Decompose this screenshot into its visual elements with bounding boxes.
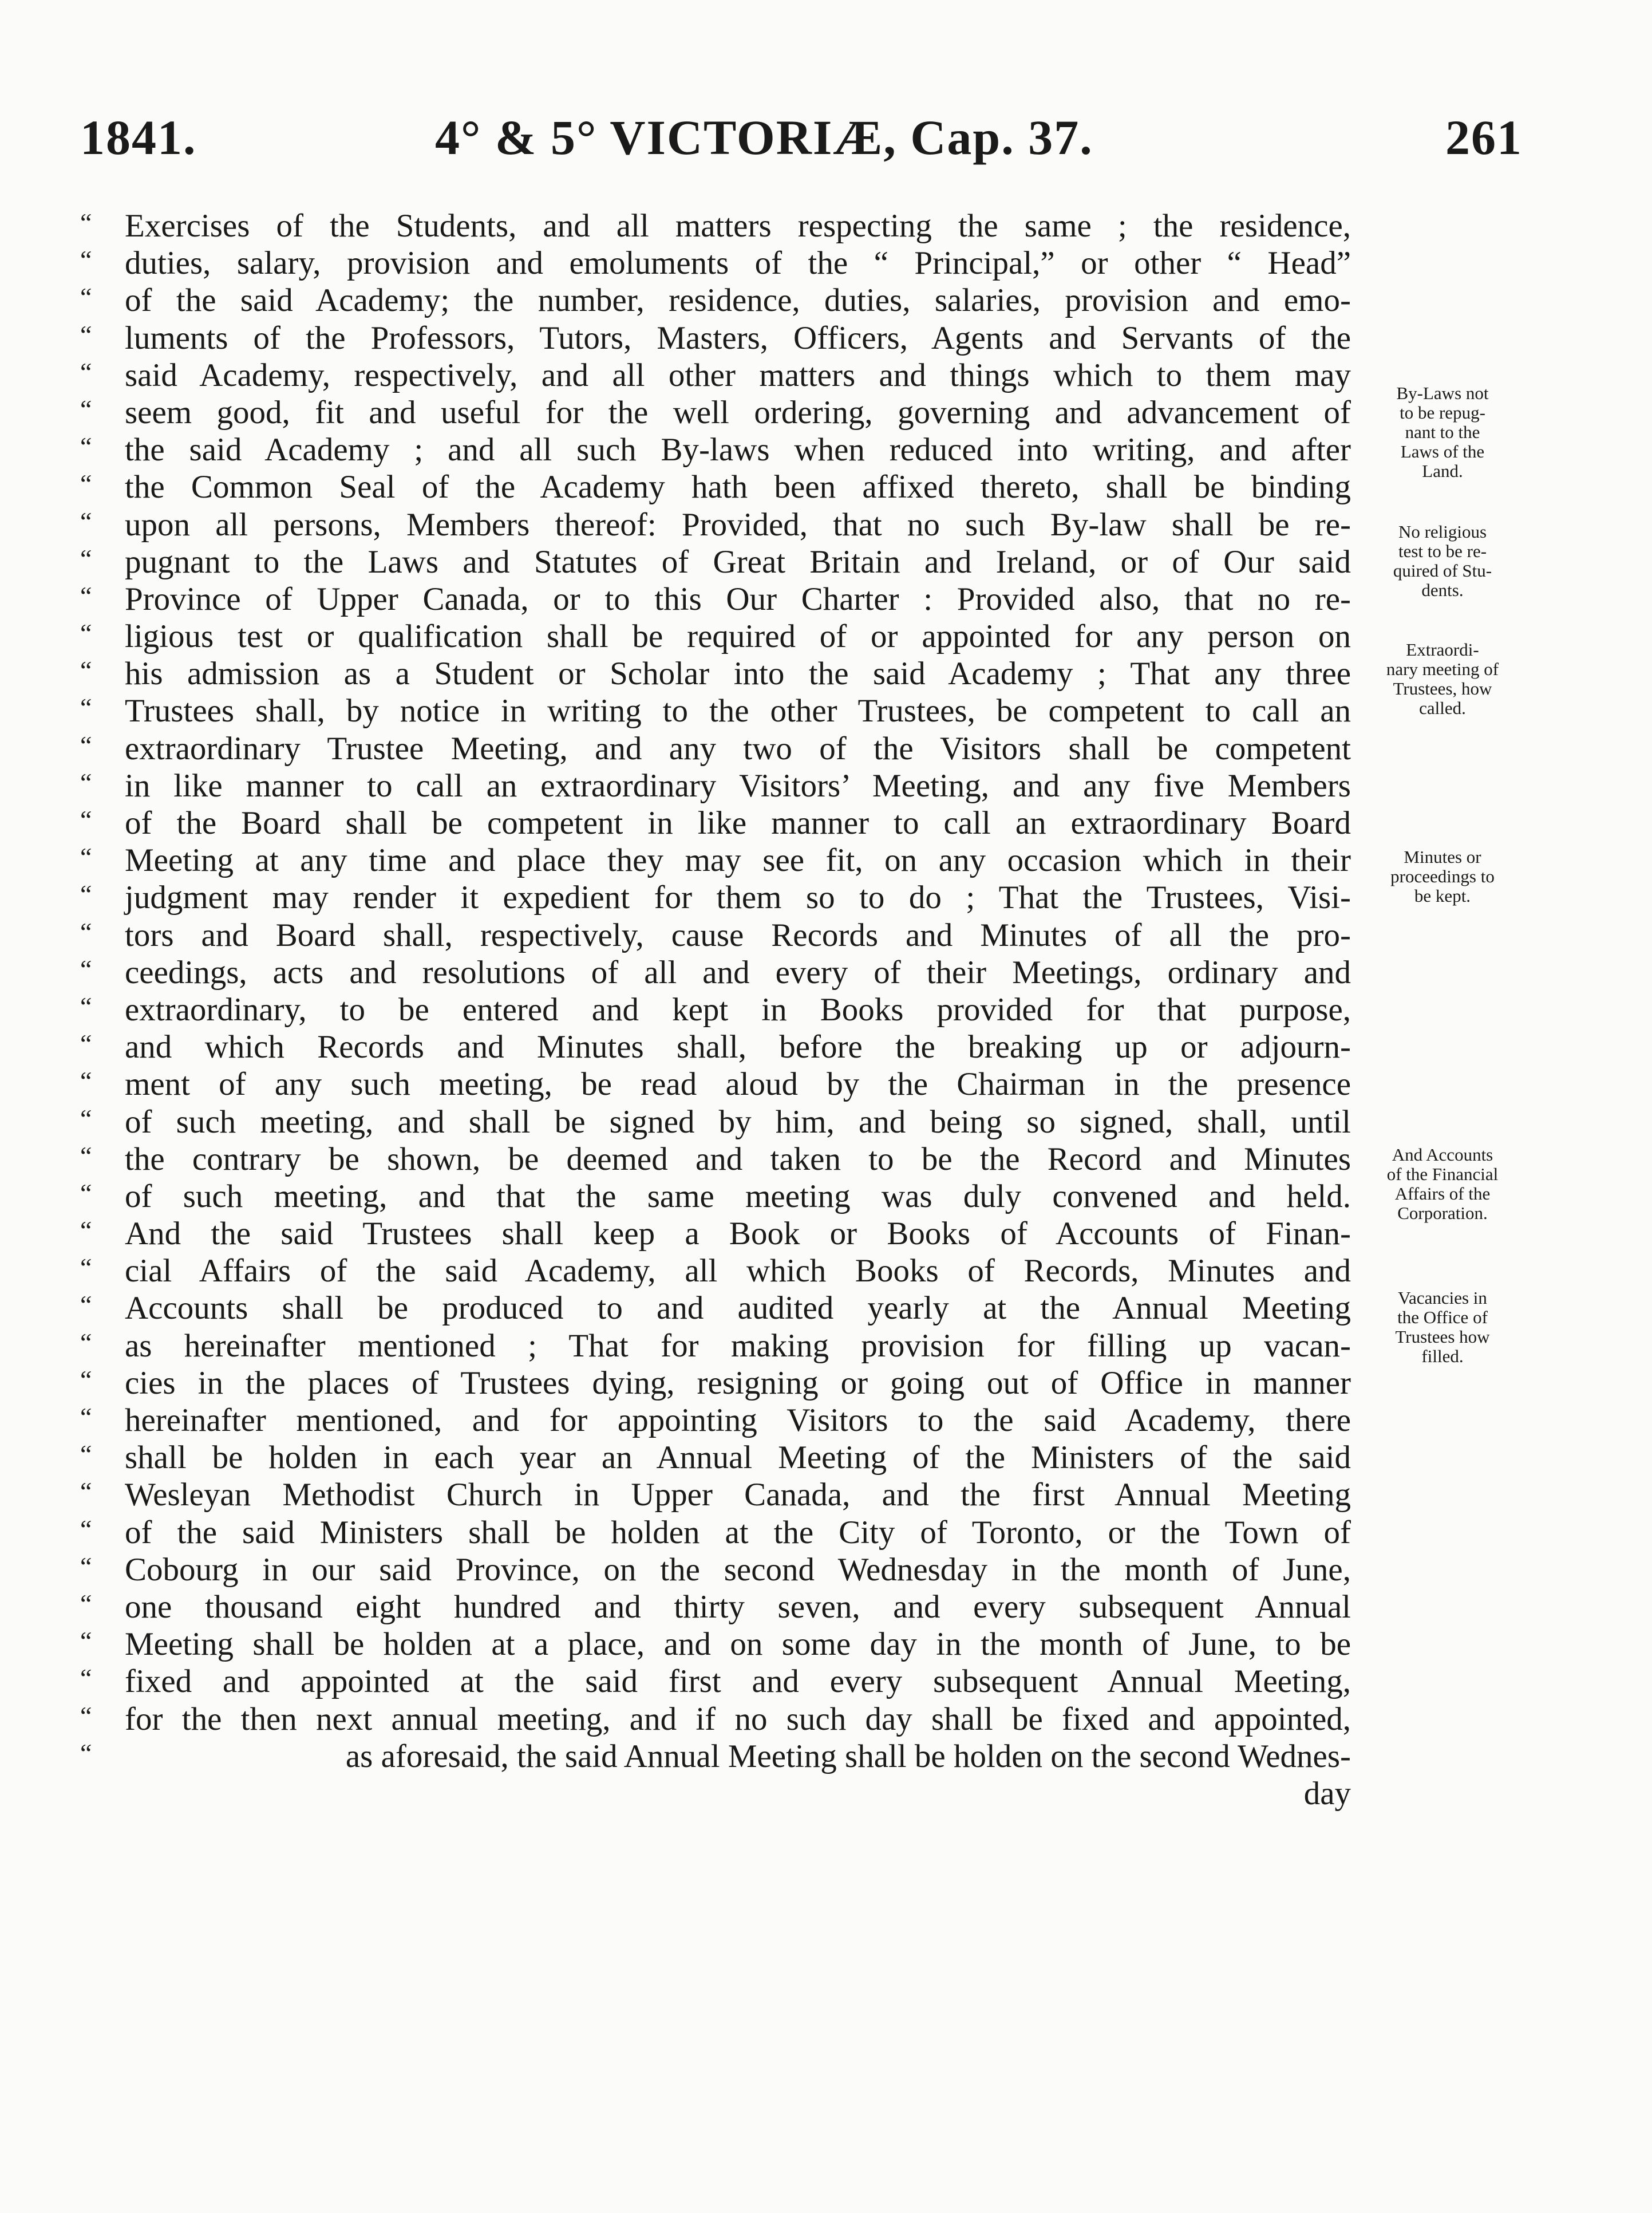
quote-mark: “ (80, 656, 92, 685)
line-text: of the Board shall be competent in like manner to call an extraordinary Board (125, 805, 1351, 841)
text-line (80, 692, 1351, 729)
quote-mark: “ (80, 1141, 92, 1170)
quote-mark: “ (80, 805, 92, 834)
quote-mark: “ (80, 1103, 92, 1133)
margin-note-line: Extraordi- (1406, 640, 1479, 660)
text-line (80, 730, 1351, 767)
line-text: ceedings, acts and resolutions of all and every of their Meetings, ordinary and (125, 954, 1351, 991)
margin-note-line: proceedings to (1390, 866, 1495, 886)
text-line (80, 207, 1351, 244)
text-line (80, 1252, 1351, 1289)
quote-mark: “ (80, 618, 92, 648)
header-title: 4° & 5° VICTORIÆ, Cap. 37. (435, 110, 1093, 165)
text-line (80, 804, 1351, 842)
text-line (80, 543, 1351, 581)
margin-note-line: Minutes or (1404, 847, 1481, 867)
text-line (80, 917, 1351, 954)
line-text: cial Affairs of the said Academy, all which Books of Records, Minutes and (125, 1253, 1351, 1289)
quote-mark: “ (80, 1626, 92, 1656)
quote-mark: “ (80, 543, 92, 573)
quote-mark: “ (80, 319, 92, 349)
text-line (80, 1626, 1351, 1663)
line-text: luments of the Professors, Tutors, Masters, Officers, Agents and Servants of the (125, 319, 1351, 356)
quote-mark: “ (80, 1402, 92, 1431)
quote-mark: “ (80, 767, 92, 797)
text-line (80, 394, 1351, 431)
margin-note-line: test to be re- (1398, 541, 1487, 561)
margin-note-vacancies (1362, 1288, 1523, 1366)
quote-mark: “ (80, 842, 92, 872)
text-line (80, 1439, 1351, 1476)
text-line (80, 991, 1351, 1028)
running-header (80, 109, 1523, 172)
margin-note-minutes (1362, 847, 1523, 906)
text-line (80, 506, 1351, 543)
margin-note-bylaws (1362, 384, 1523, 481)
margin-note-line: Corporation. (1397, 1203, 1488, 1223)
margin-note-line: Trustees, how (1393, 679, 1492, 699)
margin-note-line: called. (1419, 698, 1466, 718)
line-text: tors and Board shall, respectively, cause Records and Minutes of all the pro- (125, 917, 1351, 953)
margin-note-line: to be repug- (1400, 403, 1485, 423)
line-text: Cobourg in our said Province, on the second Wednesday in the month of June, (125, 1551, 1351, 1588)
line-text: judgment may render it expedient for them so to do ; That the Trustees, Visi- (125, 879, 1351, 916)
quote-mark: “ (80, 1327, 92, 1357)
quote-mark: “ (80, 1029, 92, 1059)
text-line (80, 618, 1351, 655)
quote-mark: “ (80, 1439, 92, 1469)
body-text (80, 207, 1351, 1775)
margin-note-line: Land. (1422, 461, 1463, 481)
quote-mark: “ (80, 357, 92, 386)
line-text: and which Records and Minutes shall, before the breaking up or adjourn- (125, 1029, 1351, 1066)
quote-mark: “ (80, 208, 92, 237)
line-text: Meeting shall be holden at a place, and on some day in the month of June, to be (125, 1626, 1351, 1663)
quote-mark: “ (80, 730, 92, 760)
quote-mark: “ (80, 1551, 92, 1581)
line-text: ligious test or qualification shall be required of or appointed for any person on (125, 618, 1351, 655)
text-line (80, 655, 1351, 692)
text-line (80, 1327, 1351, 1364)
quote-mark: “ (80, 991, 92, 1021)
quote-mark: “ (80, 245, 92, 275)
line-text: the contrary be shown, be deemed and taken to be the Record and Minutes (125, 1141, 1351, 1177)
quote-mark: “ (80, 1178, 92, 1208)
line-text: in like manner to call an extraordinary Visitors’ Meeting, and any five Members (125, 767, 1351, 804)
text-line (80, 1551, 1351, 1588)
line-text: as hereinafter mentioned ; That for making provision for filling up vacan- (125, 1327, 1351, 1364)
margin-note-line: Vacancies in (1398, 1288, 1487, 1308)
margin-note-line: nant to the (1405, 422, 1480, 442)
text-line (80, 1738, 1351, 1775)
line-text: Province of Upper Canada, or to this Our Charter : Provided also, that no re- (125, 581, 1351, 617)
line-text: of the said Academy; the number, residence, duties, salaries, provision and emo- (125, 282, 1351, 319)
text-line (80, 1289, 1351, 1327)
margin-note-line: And Accounts (1392, 1145, 1493, 1165)
line-text: extraordinary Trustee Meeting, and any two of the Visitors shall be competent (125, 730, 1351, 767)
line-text: of the said Ministers shall be holden at the City of Toronto, or the Town of (125, 1514, 1351, 1551)
quote-mark: “ (80, 1588, 92, 1618)
text-line (80, 1364, 1351, 1402)
text-line (80, 879, 1351, 916)
quote-mark: “ (80, 1216, 92, 1245)
line-text: Wesleyan Methodist Church in Upper Canada, and the first Annual Meeting (125, 1477, 1351, 1513)
margin-note-line: of the Financial (1386, 1164, 1499, 1184)
line-text: shall be holden in each year an Annual Meeting of the Ministers of the said (125, 1439, 1351, 1476)
quote-mark: “ (80, 469, 92, 499)
line-text: Accounts shall be produced to and audited yearly at the Annual Meeting (125, 1290, 1351, 1327)
text-line (80, 1028, 1351, 1066)
line-text: Trustees shall, by notice in writing to the other Trustees, be competent to call an (125, 693, 1351, 729)
line-text: duties, salary, provision and emoluments of the “ Principal,” or other “ Head” (125, 245, 1351, 282)
line-text: one thousand eight hundred and thirty seven, and every subsequent Annual (125, 1588, 1351, 1625)
margin-note-line: Affairs of the (1394, 1184, 1491, 1204)
margin-note-religious (1362, 522, 1523, 600)
text-line (80, 954, 1351, 991)
quote-mark: “ (80, 879, 92, 909)
quote-mark: “ (80, 693, 92, 723)
margin-note-line: quired of Stu- (1393, 561, 1492, 581)
line-text: Exercises of the Students, and all matters respecting the same ; the residence, (125, 208, 1351, 244)
quote-mark: “ (80, 506, 92, 536)
line-text: hereinafter mentioned, and for appointing Visitors to the said Academy, there (125, 1402, 1351, 1438)
text-line (80, 1141, 1351, 1178)
text-line (80, 357, 1351, 394)
text-line (80, 1514, 1351, 1551)
line-text: his admission as a Student or Scholar into the said Academy ; That any three (125, 656, 1351, 692)
line-text: cies in the places of Trustees dying, resigning or going out of Office in manner (125, 1364, 1351, 1401)
margin-note-line: the Office of (1397, 1307, 1488, 1327)
text-line (80, 282, 1351, 319)
quote-mark: “ (80, 1253, 92, 1283)
text-line (80, 244, 1351, 282)
margin-note-line: filled. (1421, 1346, 1464, 1366)
line-text: fixed and appointed at the said first and every subsequent Annual Meeting, (125, 1663, 1351, 1700)
quote-mark: “ (80, 1066, 92, 1096)
text-line (80, 319, 1351, 357)
catchword: day (1303, 1776, 1351, 1812)
text-line (80, 1066, 1351, 1103)
text-line (80, 1663, 1351, 1700)
page-number: 261 (1445, 110, 1523, 165)
quote-mark: “ (80, 581, 92, 610)
line-text: extraordinary, to be entered and kept in Books provided for that purpose, (125, 991, 1351, 1028)
quote-mark: “ (80, 432, 92, 461)
quote-mark: “ (80, 954, 92, 984)
text-line (80, 767, 1351, 804)
line-text: Meeting at any time and place they may see fit, on any occasion which in their (125, 842, 1351, 879)
margin-note-line: Trustees how (1395, 1327, 1490, 1347)
quote-mark: “ (80, 1514, 92, 1544)
text-line (80, 581, 1351, 618)
line-text: upon all persons, Members thereof: Provided, that no such By-law shall be re- (125, 506, 1351, 543)
header-year: 1841. (80, 110, 197, 165)
text-line (80, 1588, 1351, 1626)
margin-note-line: Laws of the (1400, 441, 1485, 461)
quote-mark: “ (80, 1701, 92, 1730)
margin-note-extraordinary (1362, 640, 1523, 718)
quote-mark: “ (80, 1477, 92, 1506)
line-text: as aforesaid, the said Annual Meeting shall be holden on the second Wednes- (345, 1738, 1351, 1774)
quote-mark: “ (80, 1290, 92, 1320)
line-text: of such meeting, and that the same meeting was duly convened and held. (125, 1178, 1351, 1214)
text-line (80, 1103, 1351, 1141)
quote-mark: “ (80, 394, 92, 424)
line-text: And the said Trustees shall keep a Book or Books of Accounts of Finan- (125, 1216, 1351, 1252)
text-line (80, 468, 1351, 506)
text-line (80, 1178, 1351, 1215)
margin-note-line: By-Laws not (1396, 383, 1489, 403)
margin-note-line: No religious (1398, 522, 1487, 542)
quote-mark: “ (80, 1738, 92, 1768)
line-text: for the then next annual meeting, and if no such day shall be fixed and appointed, (125, 1701, 1351, 1737)
quote-mark: “ (80, 1364, 92, 1394)
margin-note-line: be kept. (1414, 886, 1471, 906)
line-text: the said Academy ; and all such By-laws when reduced into writing, and after (125, 432, 1351, 468)
text-line (80, 1701, 1351, 1738)
line-text: seem good, fit and useful for the well ordering, governing and advancement of (125, 394, 1351, 431)
line-text: pugnant to the Laws and Statutes of Great Britain and Ireland, or of Our said (125, 543, 1351, 580)
line-text: of such meeting, and shall be signed by him, and being so signed, shall, until (125, 1103, 1351, 1140)
text-line (80, 1215, 1351, 1252)
line-text: ment of any such meeting, be read aloud by the Chairman in the presence (125, 1066, 1351, 1103)
quote-mark: “ (80, 917, 92, 946)
margin-note-accounts (1362, 1145, 1523, 1223)
margin-note-line: dents. (1421, 580, 1464, 600)
line-text: the Common Seal of the Academy hath been affixed thereto, shall be binding (125, 469, 1351, 506)
text-line (80, 842, 1351, 879)
line-text: said Academy, respectively, and all other matters and things which to them may (125, 357, 1351, 393)
text-line (80, 1476, 1351, 1513)
text-line (80, 1402, 1351, 1439)
text-line (80, 431, 1351, 468)
quote-mark: “ (80, 282, 92, 312)
margin-note-line: nary meeting of (1386, 659, 1499, 679)
quote-mark: “ (80, 1663, 92, 1693)
